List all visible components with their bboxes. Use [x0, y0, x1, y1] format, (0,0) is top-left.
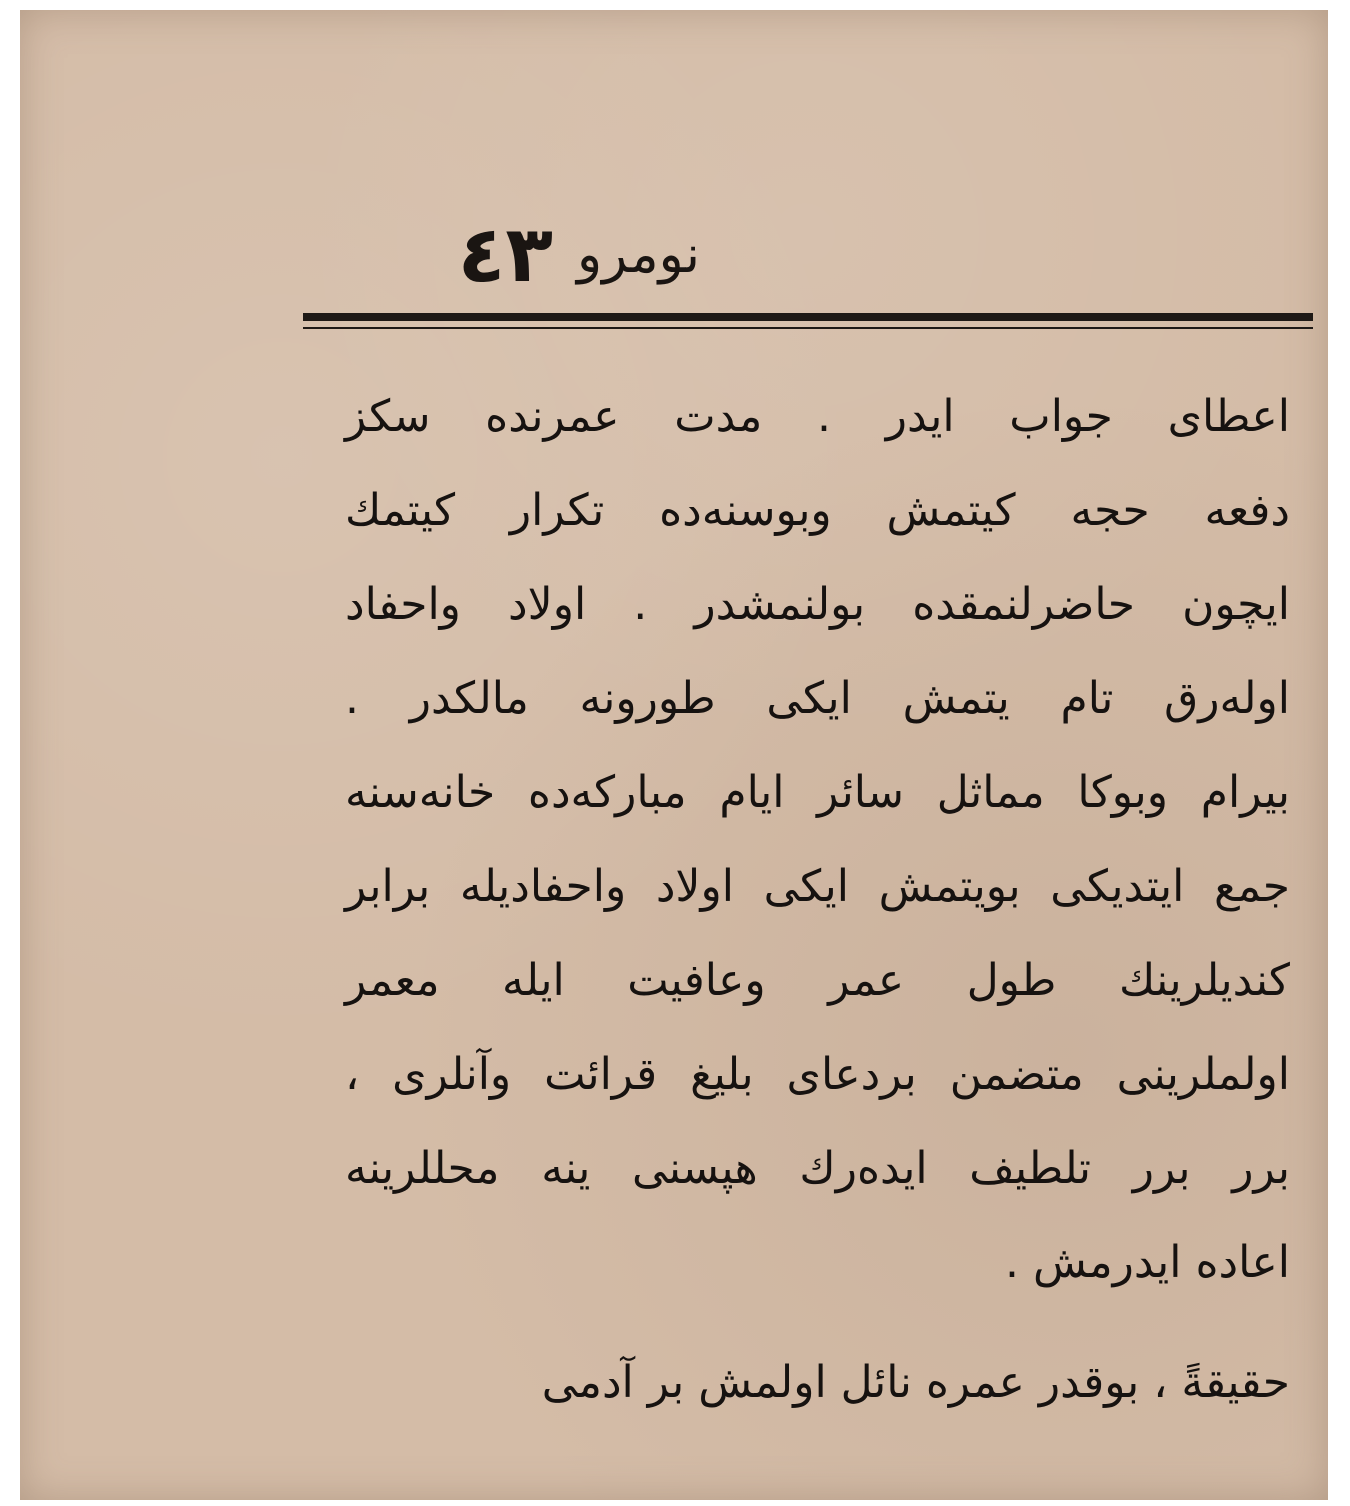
- article-body: [345, 370, 1290, 1430]
- text-line-9: برر برر تلطیف ایده‌رك هپسنی ینه محللرینه: [345, 1143, 1290, 1194]
- text-line-6: جمع ایتدیکی بویتمش ایکی اولاد واحفادیله برابر: [345, 861, 1290, 912]
- text-line-10: اعاده ایدرمش .: [1005, 1237, 1290, 1288]
- text-line-1: اعطای جواب ایدر . مدت عمرنده سکز: [345, 391, 1290, 442]
- text-line-5: بیرام وبوکا مماثل سائر ایام مبارکه‌ده خانه‌سنه: [345, 767, 1290, 818]
- paragraph-gap: [345, 1310, 1290, 1336]
- text-line-final: حقیقةً ، بوقدر عمره نائل اولمش بر آدمی: [541, 1357, 1290, 1408]
- header-rule-thick: [303, 313, 1313, 321]
- text-line-4: اوله‌رق تام یتمش ایکی طورونه مالکدر .: [345, 673, 1290, 724]
- text-line-7: کندیلرینك طول عمر وعافیت ایله معمر: [345, 955, 1290, 1006]
- issue-number-value: ٤٣: [457, 210, 553, 300]
- text-line-3: ایچون حاضرلنمقده بولنمشدر . اولاد واحفاد: [345, 579, 1290, 630]
- issue-number-header: [400, 205, 700, 305]
- text-line-2: دفعه حجه کیتمش وبوسنه‌ده تکرار کیتمك: [345, 485, 1290, 536]
- header-rule-thin: [303, 327, 1313, 329]
- issue-number-label: نومرو: [577, 225, 700, 285]
- text-line-8: اولملرینی متضمن بردعای بلیغ قرائت وآنلری ،: [345, 1049, 1290, 1100]
